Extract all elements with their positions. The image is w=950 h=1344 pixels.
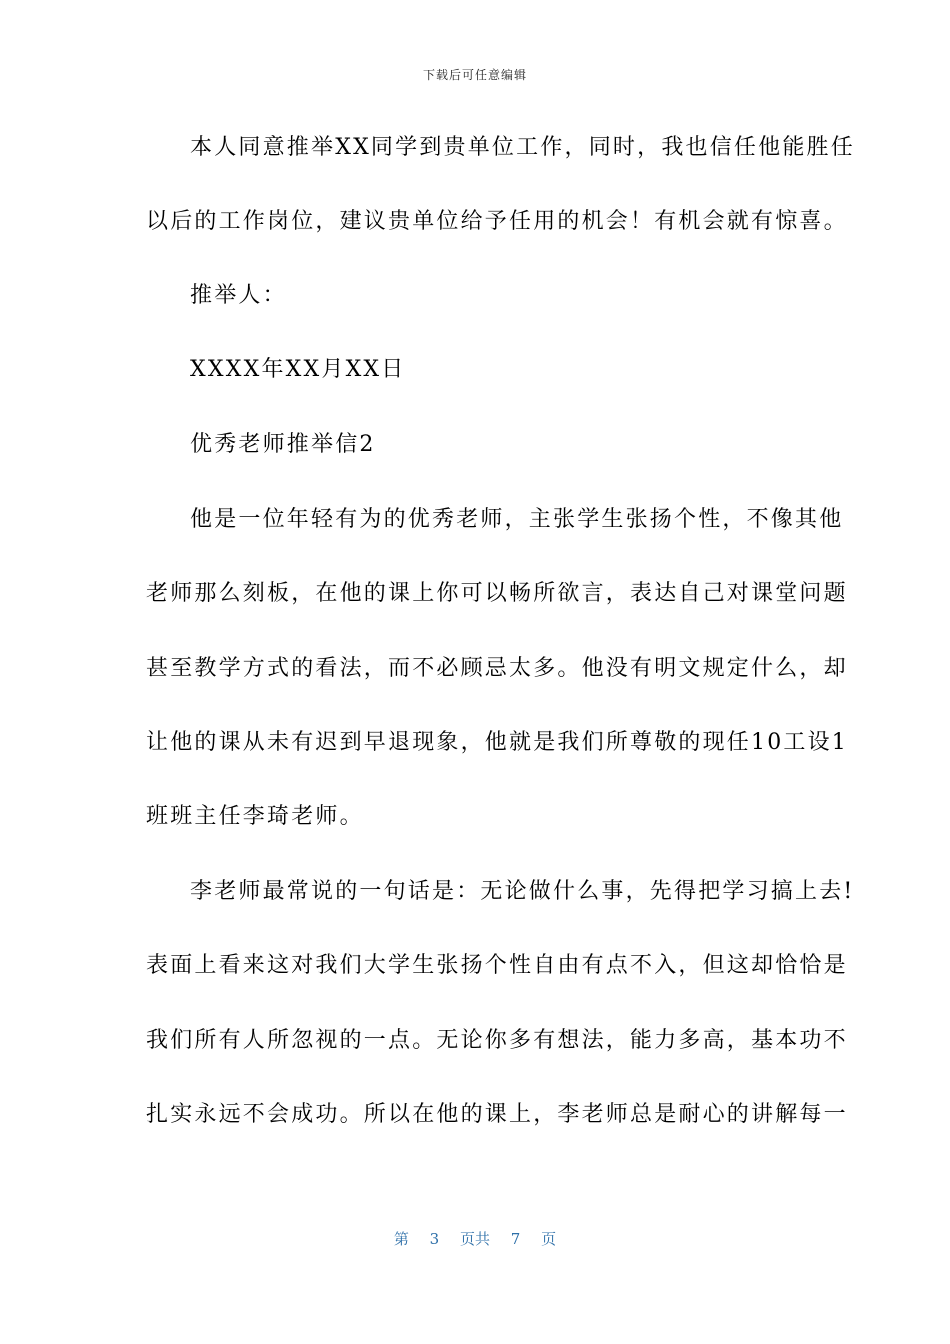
paragraph-line: 我们所有人所忽视的一点。无论你多有想法，能力多高，基本功不 [146,1028,848,1053]
page-header: 下载后可任意编辑 [422,68,527,82]
paragraph-line: 本人同意推举XX同学到贵单位工作，同时，我也信任他能胜任 [190,135,855,160]
footer-prefix: 第 [393,1230,409,1248]
footer-suffix: 页 [541,1230,557,1248]
footer-current-page: 3 [429,1230,440,1248]
paragraph-line: 表面上看来这对我们大学生张扬个性自由有点不入，但这却恰恰是 [146,953,848,978]
paragraph-line: 甚至教学方式的看法，而不必顾忌太多。他没有明文规定什么，却 [146,656,848,681]
footer-total-pages: 7 [510,1230,521,1248]
paragraph-line: 他是一位年轻有为的优秀老师，主张学生张扬个性，不像其他 [190,507,844,532]
paragraph-line: 以后的工作岗位，建议贵单位给予任用的机会！有机会就有惊喜。 [146,209,848,234]
paragraph-line: 老师那么刻板，在他的课上你可以畅所欲言，表达自己对课堂问题 [146,581,848,606]
paragraph-line: 扎实永远不会成功。所以在他的课上，李老师总是耐心的讲解每一 [146,1102,848,1127]
page-footer [0,1228,950,1249]
paragraph-line: XXXX年XX月XX日 [190,357,406,382]
paragraph-line: 推举人： [190,283,287,308]
section-title: 优秀老师推举信2 [190,432,376,457]
footer-middle: 页共 [459,1230,490,1248]
paragraph-line: 让他的课从未有迟到早退现象，他就是我们所尊敬的现任10工设1 [146,730,848,755]
paragraph-line: 李老师最常说的一句话是：无论做什么事，先得把学习搞上去! [190,879,855,904]
paragraph-line: 班班主任李琦老师。 [146,804,364,829]
